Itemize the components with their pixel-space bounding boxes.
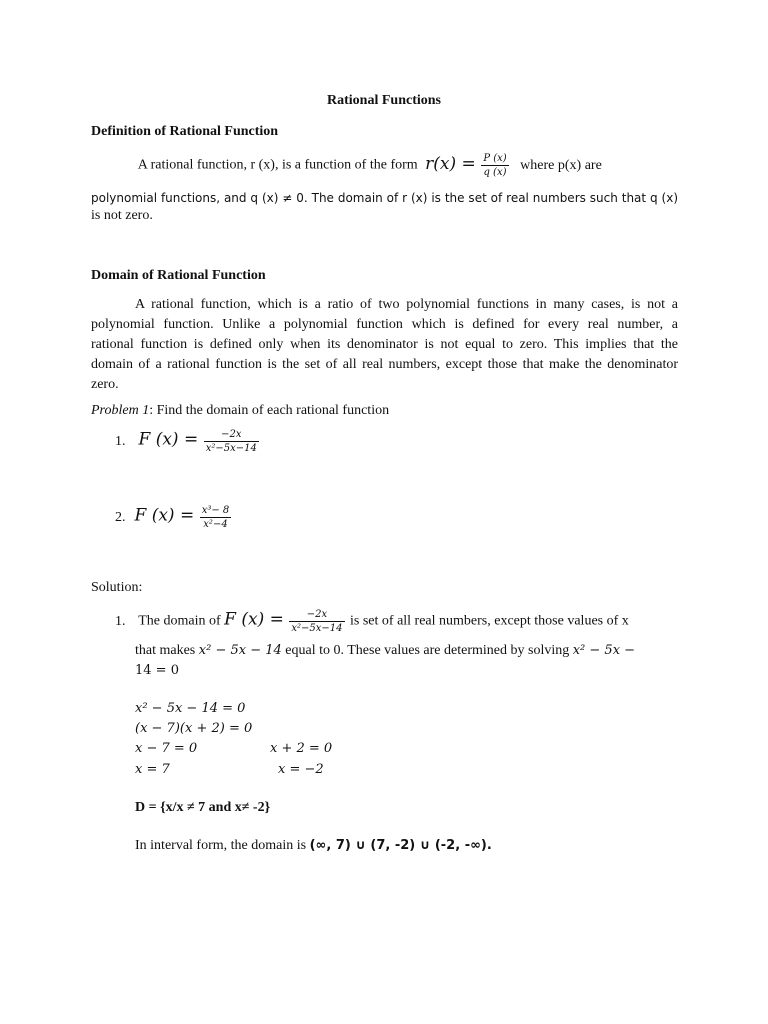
- definition-text-pre: A rational function, r (x), is a function of the form: [137, 157, 418, 173]
- domain-line-3: rational function is defined only when its denominator is not equal to zero. This implies that the: [91, 337, 678, 352]
- definition-text-post: where p(x) are: [520, 157, 602, 173]
- definition-line-2: polynomial functions, and q (x) ≠ 0. The domain of r (x) is the set of real numbers such that q (x): [91, 191, 678, 205]
- definition-denominator: q (x): [483, 167, 507, 178]
- definition-numerator: P (x): [483, 153, 507, 164]
- solution-lhs: F (x) =: [224, 609, 284, 630]
- definition-fraction: [481, 152, 508, 179]
- problem-item-1: [115, 428, 261, 455]
- definition-line-1: [91, 152, 678, 179]
- step-equation: x² − 5x − 14 = 0: [135, 701, 246, 716]
- domain-heading: Domain of Rational Function: [91, 268, 266, 283]
- definition-line-3: is not zero.: [91, 208, 153, 223]
- solution-line-2: [135, 643, 678, 659]
- problem-text: : Find the domain of each rational function: [149, 403, 390, 418]
- solution-fraction: [289, 608, 344, 635]
- step-right-factor: x + 2 = 0: [270, 741, 333, 756]
- solution-line-3: 14 = 0: [135, 663, 179, 678]
- problem-item-1-number: 1.: [115, 433, 126, 449]
- step-left-factor: x − 7 = 0: [135, 741, 198, 756]
- problem-item-2-denominator: x²−4: [203, 519, 228, 530]
- step-right-root: x = −2: [278, 762, 324, 777]
- domain-line-2: polynomial function. Unlike a polynomial function which is defined for every real number, a: [91, 317, 678, 332]
- domain-line-4: domain of a rational function is the set of all real numbers, except those that make the denominator: [91, 357, 678, 372]
- problem-item-2-number: 2.: [115, 509, 126, 525]
- definition-heading: Definition of Rational Function: [91, 124, 279, 139]
- problem-item-1-fraction: [204, 428, 259, 455]
- domain-line-5: zero.: [91, 377, 119, 392]
- problem-statement: [91, 403, 389, 419]
- solution-line-2-math-2: x² − 5x −: [572, 643, 636, 658]
- solution-label: Solution:: [91, 580, 143, 595]
- solution-text-pre: The domain of: [138, 613, 221, 629]
- problem-item-1-numerator: −2x: [204, 428, 259, 442]
- page-title: Rational Functions: [327, 93, 441, 108]
- solution-line-2-a: that makes: [135, 643, 196, 658]
- solution-denominator: x²−5x−14: [291, 623, 343, 634]
- solution-text-post: is set of all real numbers, except those values of x: [350, 613, 629, 629]
- solution-line-2-math-1: x² − 5x − 14: [198, 643, 282, 658]
- problem-item-2-fraction: [200, 504, 232, 531]
- domain-line-1: A rational function, which is a ratio of two polynomial functions in many cases, is not a: [135, 297, 678, 312]
- problem-item-1-denominator: x²−5x−14: [205, 443, 257, 454]
- solution-line-2-b: equal to 0. These values are determined by solving: [285, 643, 570, 658]
- definition-lhs: r(x) =: [425, 153, 476, 174]
- solution-number: 1.: [115, 613, 126, 629]
- step-left-root: x = 7: [135, 762, 170, 777]
- problem-item-2: [115, 504, 233, 531]
- problem-label: Problem 1: [91, 403, 150, 418]
- step-factored: (x − 7)(x + 2) = 0: [135, 721, 253, 736]
- problem-item-2-numerator: x³− 8: [201, 505, 230, 516]
- interval-value: (∞, 7) ∪ (7, -2) ∪ (-2, -∞).: [309, 838, 492, 853]
- domain-set: D = {x/x ≠ 7 and x≠ -2}: [135, 800, 271, 815]
- interval-line: [135, 838, 492, 854]
- solution-line-1: [115, 608, 678, 635]
- problem-item-2-lhs: F (x) =: [134, 505, 195, 526]
- solution-numerator: −2x: [289, 608, 344, 622]
- interval-text: In interval form, the domain is: [135, 838, 307, 853]
- problem-item-1-lhs: F (x) =: [138, 429, 199, 450]
